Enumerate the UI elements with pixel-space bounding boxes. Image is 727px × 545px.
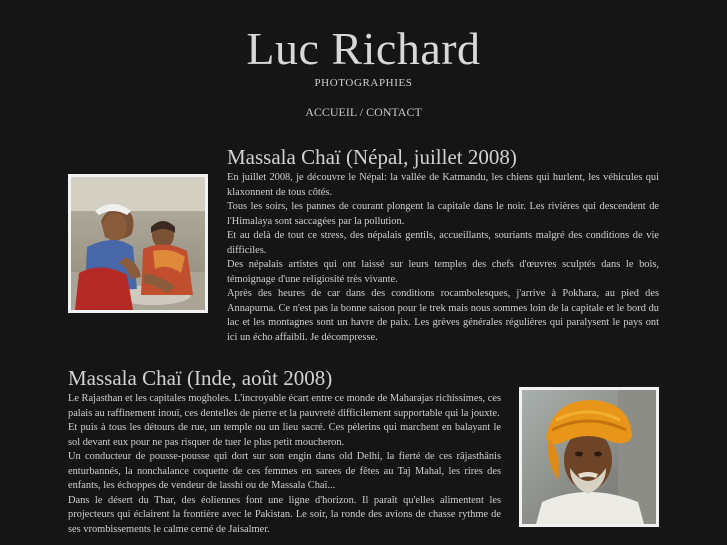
post-body-nepal: [227, 171, 659, 345]
post-body-india: [68, 392, 501, 537]
nav-link-accueil[interactable]: ACCUEIL: [305, 105, 357, 119]
rajasthani-man-photo[interactable]: [519, 387, 659, 527]
post-title-nepal[interactable]: Massala Chaï (Népal, juillet 2008): [227, 145, 517, 169]
post-title-india[interactable]: Massala Chaï (Inde, août 2008): [68, 366, 333, 390]
nav-link-contact[interactable]: CONTACT: [366, 105, 422, 119]
site-title[interactable]: Luc Richard: [246, 23, 481, 74]
rajasthani-man-photo-image: [522, 390, 656, 524]
site-subtitle: PHOTOGRAPHIES: [314, 77, 413, 89]
nepal-women-photo-image: [71, 177, 205, 310]
post-paragraph: Et puis à tous les détours de rue, un temple ou un lieu sacré. Ces pèlerins qui marchent en balayant le sol devant eux pour ne pas risquer de tuer le plus petit moucheron.: [68, 422, 501, 448]
main-nav: [0, 105, 727, 120]
post-paragraph: Le Rajasthan et les capitales mogholes. L'incroyable écart entre ce monde de Maharajas richissimes, ces palais au raffinement inouï, ces dentelles de pierre et la pauvreté difficilement supportable qui la jouxte.: [68, 393, 501, 419]
post-paragraph: Après des heures de car dans des conditions rocambolesques, j'arrive à Pokhara, au pied des Annapurna. Ce n'est pas la bonne saison pour le trek mais nous sommes loin de la capitale et le bord du lac et les montagnes sont un havre de paix. Les grèves générales régulières qui paralysent le pays ont ici un écho affaibli. Je décompresse.: [227, 288, 659, 343]
post-paragraph: En juillet 2008, je découvre le Népal: la vallée de Katmandu, les chiens qui hurlent, les véhicules qui klaxonnent de tous côtés.: [227, 172, 659, 198]
post-paragraph: Des népalais artistes qui ont laissé sur leurs temples des chefs d'œuvres sculptés dans le bois, témoignage d'une religiosité très vivante.: [227, 259, 659, 285]
post-paragraph: Tous les soirs, les pannes de courant plongent la capitale dans le noir. Les rivières qui descendent de l'Himalaya sont saccagées par la pollution.: [227, 201, 659, 227]
post-paragraph: Dans le désert du Thar, des éoliennes font une ligne d'horizon. Il paraît qu'elles alimentent les projecteurs qui éclairent la frontière avec le Pakistan. Le soir, la ronde des avions de chasse rythme de ses vrombissements le calme cerné de Jaisalmer.: [68, 494, 501, 535]
nepal-women-photo[interactable]: [68, 174, 208, 313]
post-paragraph: Un conducteur de pousse-pousse qui dort sur son engin dans old Delhi, la fierté de ces râjasthânis enturbannés, la nonchalance coquette de ces femmes en sarees de fêtes au Taj Mahal, les rires des enfants, les échoppes de vendeur de lasshi ou de Massala Chaï...: [68, 451, 501, 491]
post-paragraph: Et au delà de tout ce stress, des népalais gentils, accueillants, souriants malgré des conditions de vie difficiles.: [227, 230, 659, 256]
nav-separator: /: [359, 105, 364, 119]
